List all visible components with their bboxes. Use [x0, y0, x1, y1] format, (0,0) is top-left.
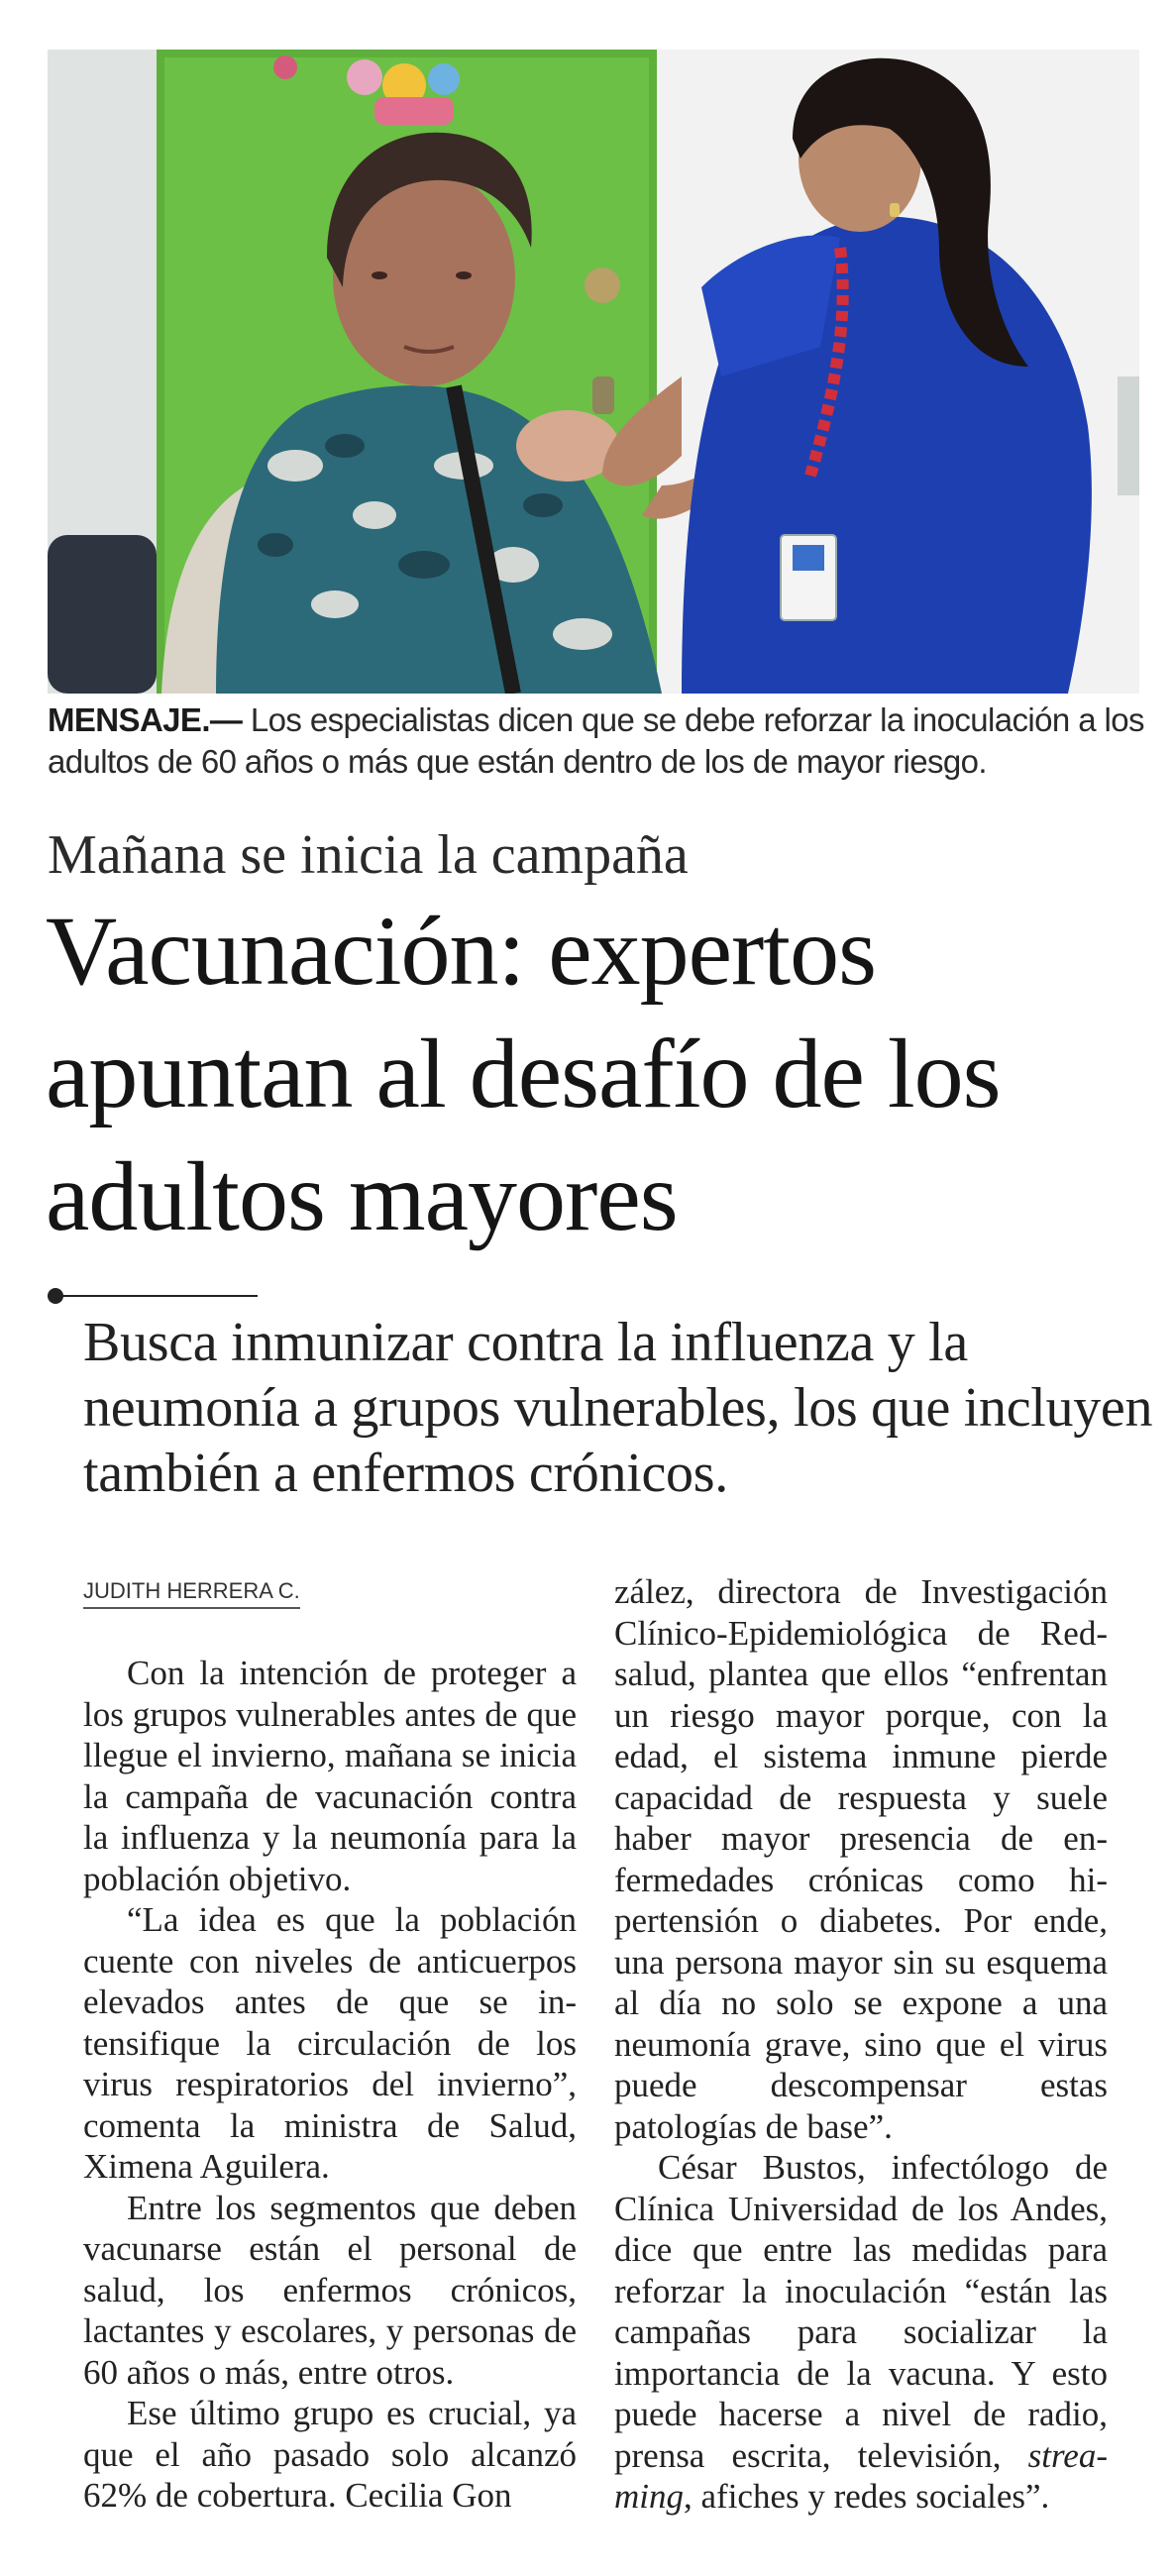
caption-text: Los especialistas dicen que se debe reforzar la inoculación a los adultos de 60 años o más que están dentro de los de mayor riesgo. [48, 701, 1144, 780]
photo-elderly-woman-vaccination-icon [48, 50, 1139, 694]
body-text: , afiches y redes sociales”. [684, 2477, 1050, 2516]
body-paragraph: “La idea es que la población cuente con niveles de anticuerpos elevados antes de que se intensifique la circulación de los virus respiratorios del invierno”, comenta la ministra de Salud, Ximena Aguilera. [83, 1900, 577, 2186]
body-italic-text: streaming [614, 2435, 1108, 2516]
body-text: César Bustos, infectólogo de Clínica Universidad de los Andes, dice que entre las medidas para reforzar la inoculación “están las campañas para socializar la importancia de la vacuna. Y esto puede hacerse a nivel de radio, prensa escrita, televisión, [614, 2148, 1108, 2475]
divider-rule [48, 1295, 258, 1297]
article-deck: Busca inmunizar contra la influenza y la neumonía a grupos vulnerables, los que incluyen también a enfermos crónicos. [83, 1312, 1153, 1504]
body-paragraph: Con la intención de proteger a los grupos vulnerables antes de que llegue el invierno, mañana se inicia la campaña de vacunación contra la influenza y la neumonía para la población objetivo. [83, 1654, 577, 1898]
body-paragraph: Ese último grupo es crucial, ya que el año pasado solo alcanzó 62% de cobertura. Cecilia Gon [83, 2394, 577, 2515]
body-column-left [83, 1653, 577, 2517]
caption-label: MENSAJE.— [48, 701, 243, 738]
news-photo [48, 50, 1139, 694]
byline: JUDITH HERRERA C. [83, 1577, 300, 1609]
body-paragraph: Entre los segmentos que deben vacunarse están el personal de salud, los enfermos crónicos, lactantes y escolares, y personas de 60 años o más, entre otros. [83, 2188, 577, 2392]
body-paragraph: zález, directora de Investigación Clínico-Epidemiológica de Redsalud, plantea que ellos “enfrentan un riesgo mayor porque, con la edad, el sistema inmune pierde capacidad de respuesta y suele haber mayor presencia de enfermedades crónicas como hipertensión o diabetes. Por ende, una persona mayor sin su esquema al día no solo se expone a una neumonía grave, sino que el virus puede descompensar estas patologías de base”. [614, 1572, 1108, 2146]
body-column-right [614, 1571, 1108, 2518]
article-kicker: Mañana se inicia la campaña [48, 824, 689, 886]
body-paragraph [614, 2147, 1108, 2518]
article-headline: Vacunación: expertos apuntan al desafío de los adultos mayores [46, 896, 1001, 1251]
photo-caption [48, 699, 1147, 783]
